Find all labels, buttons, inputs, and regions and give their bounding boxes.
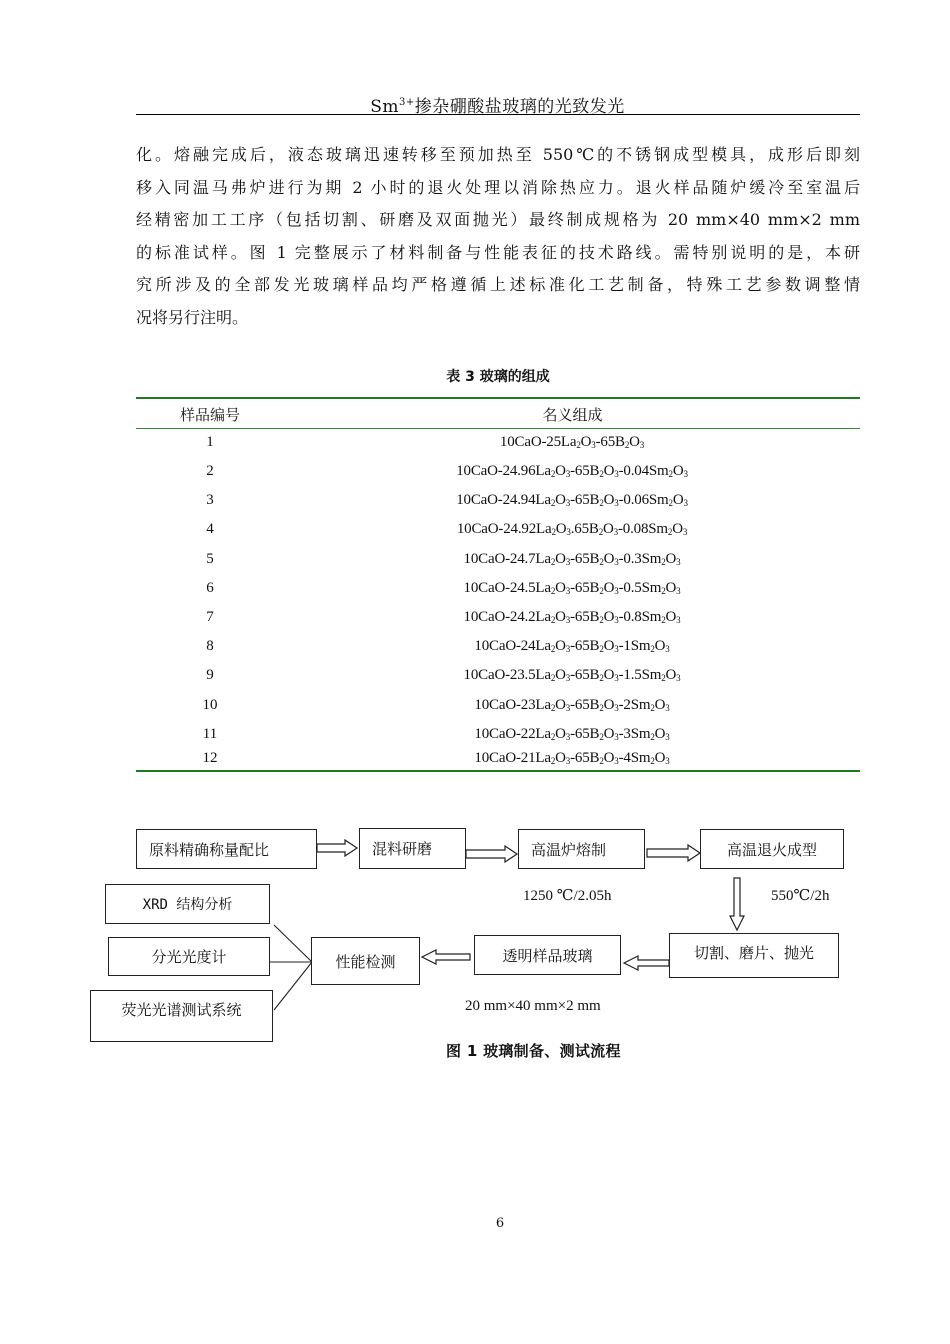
sample-id-cell: 3 — [206, 492, 214, 508]
table-header-composition: 名义组成 — [542, 406, 603, 424]
flow-step-spectrophotometer — [108, 937, 270, 976]
paragraph-line: 化。熔融完成后，液态玻璃迅速转移至预加热至 550℃的不锈钢成型模具，成形后即刻 — [136, 145, 860, 164]
composition-cell: $10CaO-24La_2O_3-65B_2O_3-1Sm_2O_3$ — [474, 638, 670, 654]
paragraph-line: 移入同温马弗炉进行为期 2 小时的退火处理以消除热应力。退火样品随炉缓冷至室温后 — [136, 177, 860, 197]
paragraph-line: 经精密加工工序（包括切割、研磨及双面抛光）最终制成规格为 20 mm×40 mm×2 mm — [136, 210, 860, 229]
composition-cell: $10CaO-21La_2O_3-65B_2O_3-4Sm_2O_3$ — [474, 750, 670, 766]
sample-size: 20 mm×40 mm×2 mm — [465, 998, 601, 1014]
melting-condition: 1250 ℃/2.05h — [523, 888, 612, 904]
header-title-superscript: 3+ — [399, 97, 415, 108]
paragraph-line: 的标准试样。图 1 完整展示了材料制备与性能表征的技术路线。需特别说明的是，本研 — [136, 242, 860, 262]
figure-caption: 图 1 玻璃制备、测试流程 — [446, 1042, 621, 1060]
sample-id-cell: 6 — [206, 580, 214, 596]
flow-step-label: 切割、磨片、抛光 — [693, 944, 814, 962]
arrow-right-icon — [317, 840, 357, 856]
composition-cell: $10CaO-24.7La_2O_3-65B_2O_3-0.3Sm_2O_3$ — [463, 551, 681, 567]
header-title-suffix: 掺杂硼酸盐玻璃的光致发光 — [414, 97, 625, 117]
arrow-right-icon — [466, 846, 517, 862]
table-caption: 表 3 玻璃的组成 — [446, 369, 550, 385]
arrow-left-icon — [624, 956, 669, 970]
flow-step-label: 透明样品玻璃 — [502, 946, 593, 965]
sample-id-cell: 5 — [206, 551, 214, 567]
flow-step-label: 高温炉熔制 — [531, 840, 607, 859]
arrow-down-icon — [730, 878, 744, 930]
annealing-condition: 550℃/2h — [771, 888, 830, 904]
composition-cell: $10CaO-24.96La_2O_3-65B_2O_3-0.04Sm_2O_3$ — [456, 463, 688, 479]
connector-line-xrd — [274, 925, 312, 962]
composition-cell: $10CaO-23La_2O_3-65B_2O_3-2Sm_2O_3$ — [474, 697, 670, 713]
sample-id-cell: 12 — [202, 750, 218, 766]
flow-step-label: XRD 结构分析 — [142, 897, 233, 913]
connector-line-fluorescence — [274, 962, 312, 1010]
composition-cell: $10CaO-22La_2O_3-65B_2O_3-3Sm_2O_3$ — [474, 726, 670, 742]
table-header-sample-id: 样品编号 — [179, 406, 240, 424]
sample-id-cell: 7 — [206, 609, 214, 625]
sample-id-cell: 2 — [206, 463, 214, 479]
flow-step-weighing — [136, 829, 317, 869]
sample-id-cell: 10 — [202, 697, 218, 713]
paragraph-line: 况将另行注明。 — [136, 307, 249, 327]
flow-step-testing — [311, 937, 420, 985]
arrow-left-icon — [422, 950, 470, 964]
flow-step-fluorescence — [90, 990, 273, 1042]
page-number: 6 — [495, 1216, 505, 1231]
composition-cell: $10CaO-24.5La_2O_3-65B_2O_3-0.5Sm_2O_3$ — [463, 580, 681, 596]
flow-step-label: 荧光光谱测试系统 — [121, 1001, 242, 1019]
composition-cell: $10CaO-25La_2O_3-65B_2O_3$ — [499, 434, 645, 450]
flow-step-label: 性能检测 — [335, 952, 396, 971]
sample-id-cell: 11 — [202, 726, 218, 742]
composition-cell: $10CaO-24.92La_2O_3.65B_2O_3-0.08Sm_2O_3$ — [456, 521, 688, 537]
flow-step-label: 混料研磨 — [372, 840, 433, 858]
sample-id-cell: 1 — [206, 434, 214, 450]
sample-id-cell: 9 — [206, 667, 214, 683]
sample-id-cell: 8 — [206, 638, 214, 654]
flow-step-label: 分光光度计 — [151, 948, 227, 966]
sample-id-cell: 4 — [206, 521, 214, 537]
flow-step-xrd — [105, 884, 270, 924]
paragraph-line: 究所涉及的全部发光玻璃样品均严格遵循上述标准化工艺制备，特殊工艺参数调整情 — [136, 275, 860, 294]
header-title-prefix: Sm — [370, 97, 400, 117]
composition-cell: $10CaO-23.5La_2O_3-65B_2O_3-1.5Sm_2O_3$ — [463, 667, 681, 683]
composition-cell: $10CaO-24.94La_2O_3-65B_2O_3-0.06Sm_2O_3$ — [456, 492, 688, 508]
flow-step-cutting — [669, 933, 839, 978]
arrow-right-icon — [647, 845, 700, 861]
flow-step-label: 原料精确称量配比 — [149, 840, 270, 859]
flow-step-sample — [474, 935, 621, 975]
flow-step-label: 高温退火成型 — [726, 840, 817, 859]
composition-cell: $10CaO-24.2La_2O_3-65B_2O_3-0.8Sm_2O_3$ — [463, 609, 681, 625]
flow-step-annealing — [700, 829, 844, 869]
flow-step-melting — [518, 829, 645, 869]
flow-step-mixing — [359, 828, 466, 869]
